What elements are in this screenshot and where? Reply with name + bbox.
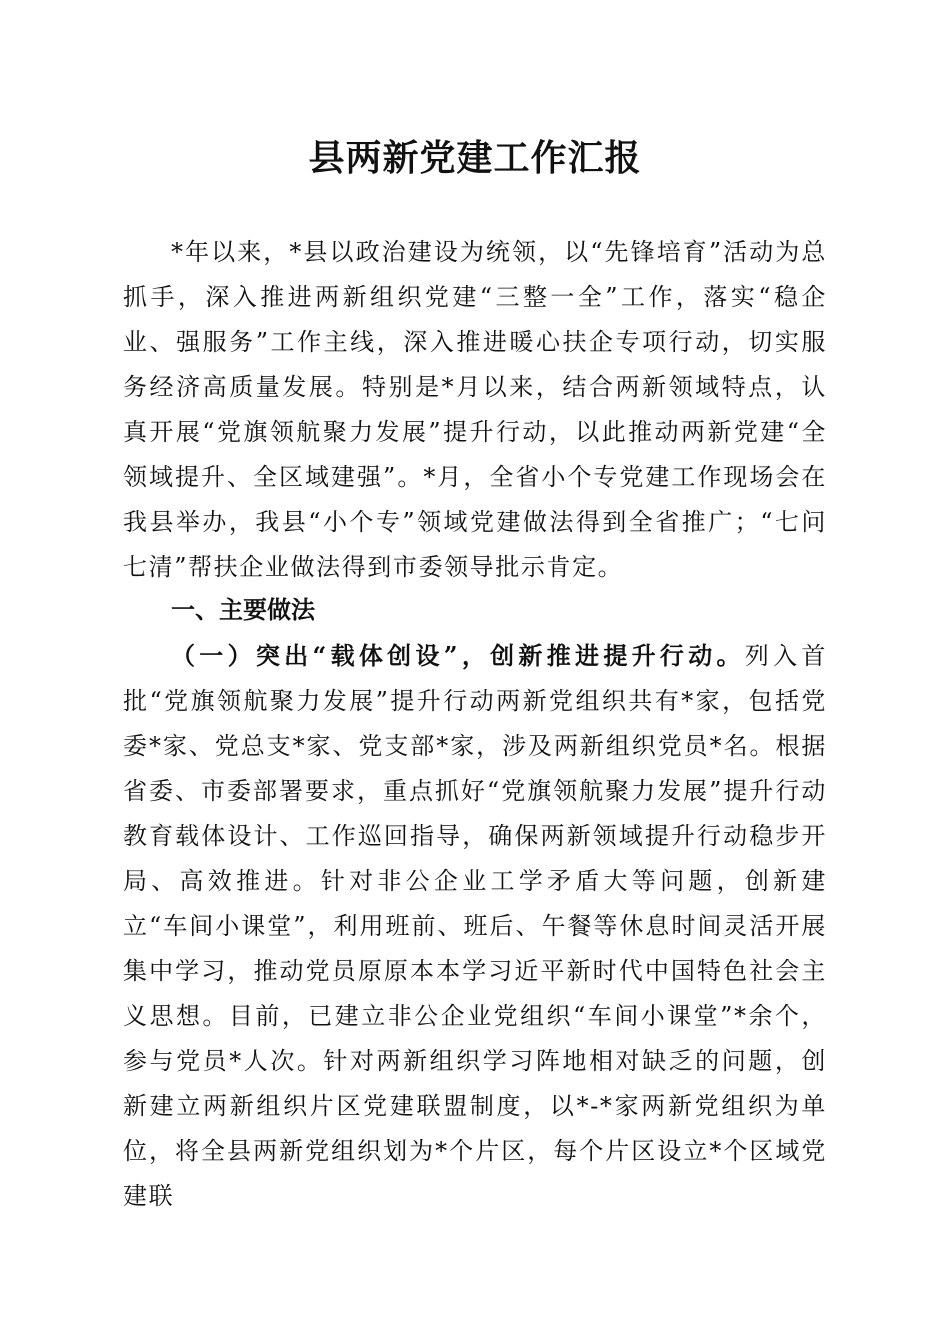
subsection-body-1: 列入首批“党旗领航聚力发展”提升行动两新党组织共有*家，包括党委*家、党总支*家、党支部*家，涉及两新组织党员*名。根据省委、市委部署要求，重点抓好“党旗领航聚力发展”提升行动教育载体设计、工作巡回指导，确保两新领域提升行动稳步开局、高效推进。针对非公企业工学矛盾大等问题，创新建立“车间小课堂”，利用班前、班后、午餐等休息时间灵活开展集中学习，推动党员原原本本学习近平新时代中国特色社会主义思想。目前，已建立非公企业党组织“车间小课堂”*余个，参与党员*人次。针对两新组织学习阵地相对缺乏的问题，创新建立两新组织片区党建联盟制度，以*-*家两新党组织为单位，将全县两新党组织划为*个片区，每个片区设立*个区域党建联 bbox=[123, 642, 827, 1210]
section-heading-main-practices: 一、主要做法 bbox=[171, 596, 315, 624]
subsection-paragraph-1 bbox=[123, 633, 827, 1219]
subsection-heading-1: （一）突出“载体创设”，创新推进提升行动。 bbox=[171, 641, 745, 670]
intro-paragraph: *年以来，*县以政治建设为统领，以“先锋培育”活动为总抓手，深入推进两新组织党建“三整一全”工作，落实“稳企业、强服务”工作主线，深入推进暖心扶企专项行动，切实服务经济高质量发展。特别是*月以来，结合两新领域特点，认真开展“党旗领航聚力发展”提升行动，以此推动两新党建“全领域提升、全区域建强”。*月，全省小个专党建工作现场会在我县举办，我县“小个专”领域党建做法得到全省推广；“七问七清”帮扶企业做法得到市委领导批示肯定。 bbox=[123, 238, 827, 581]
document-title: 县两新党建工作汇报 bbox=[308, 137, 642, 179]
